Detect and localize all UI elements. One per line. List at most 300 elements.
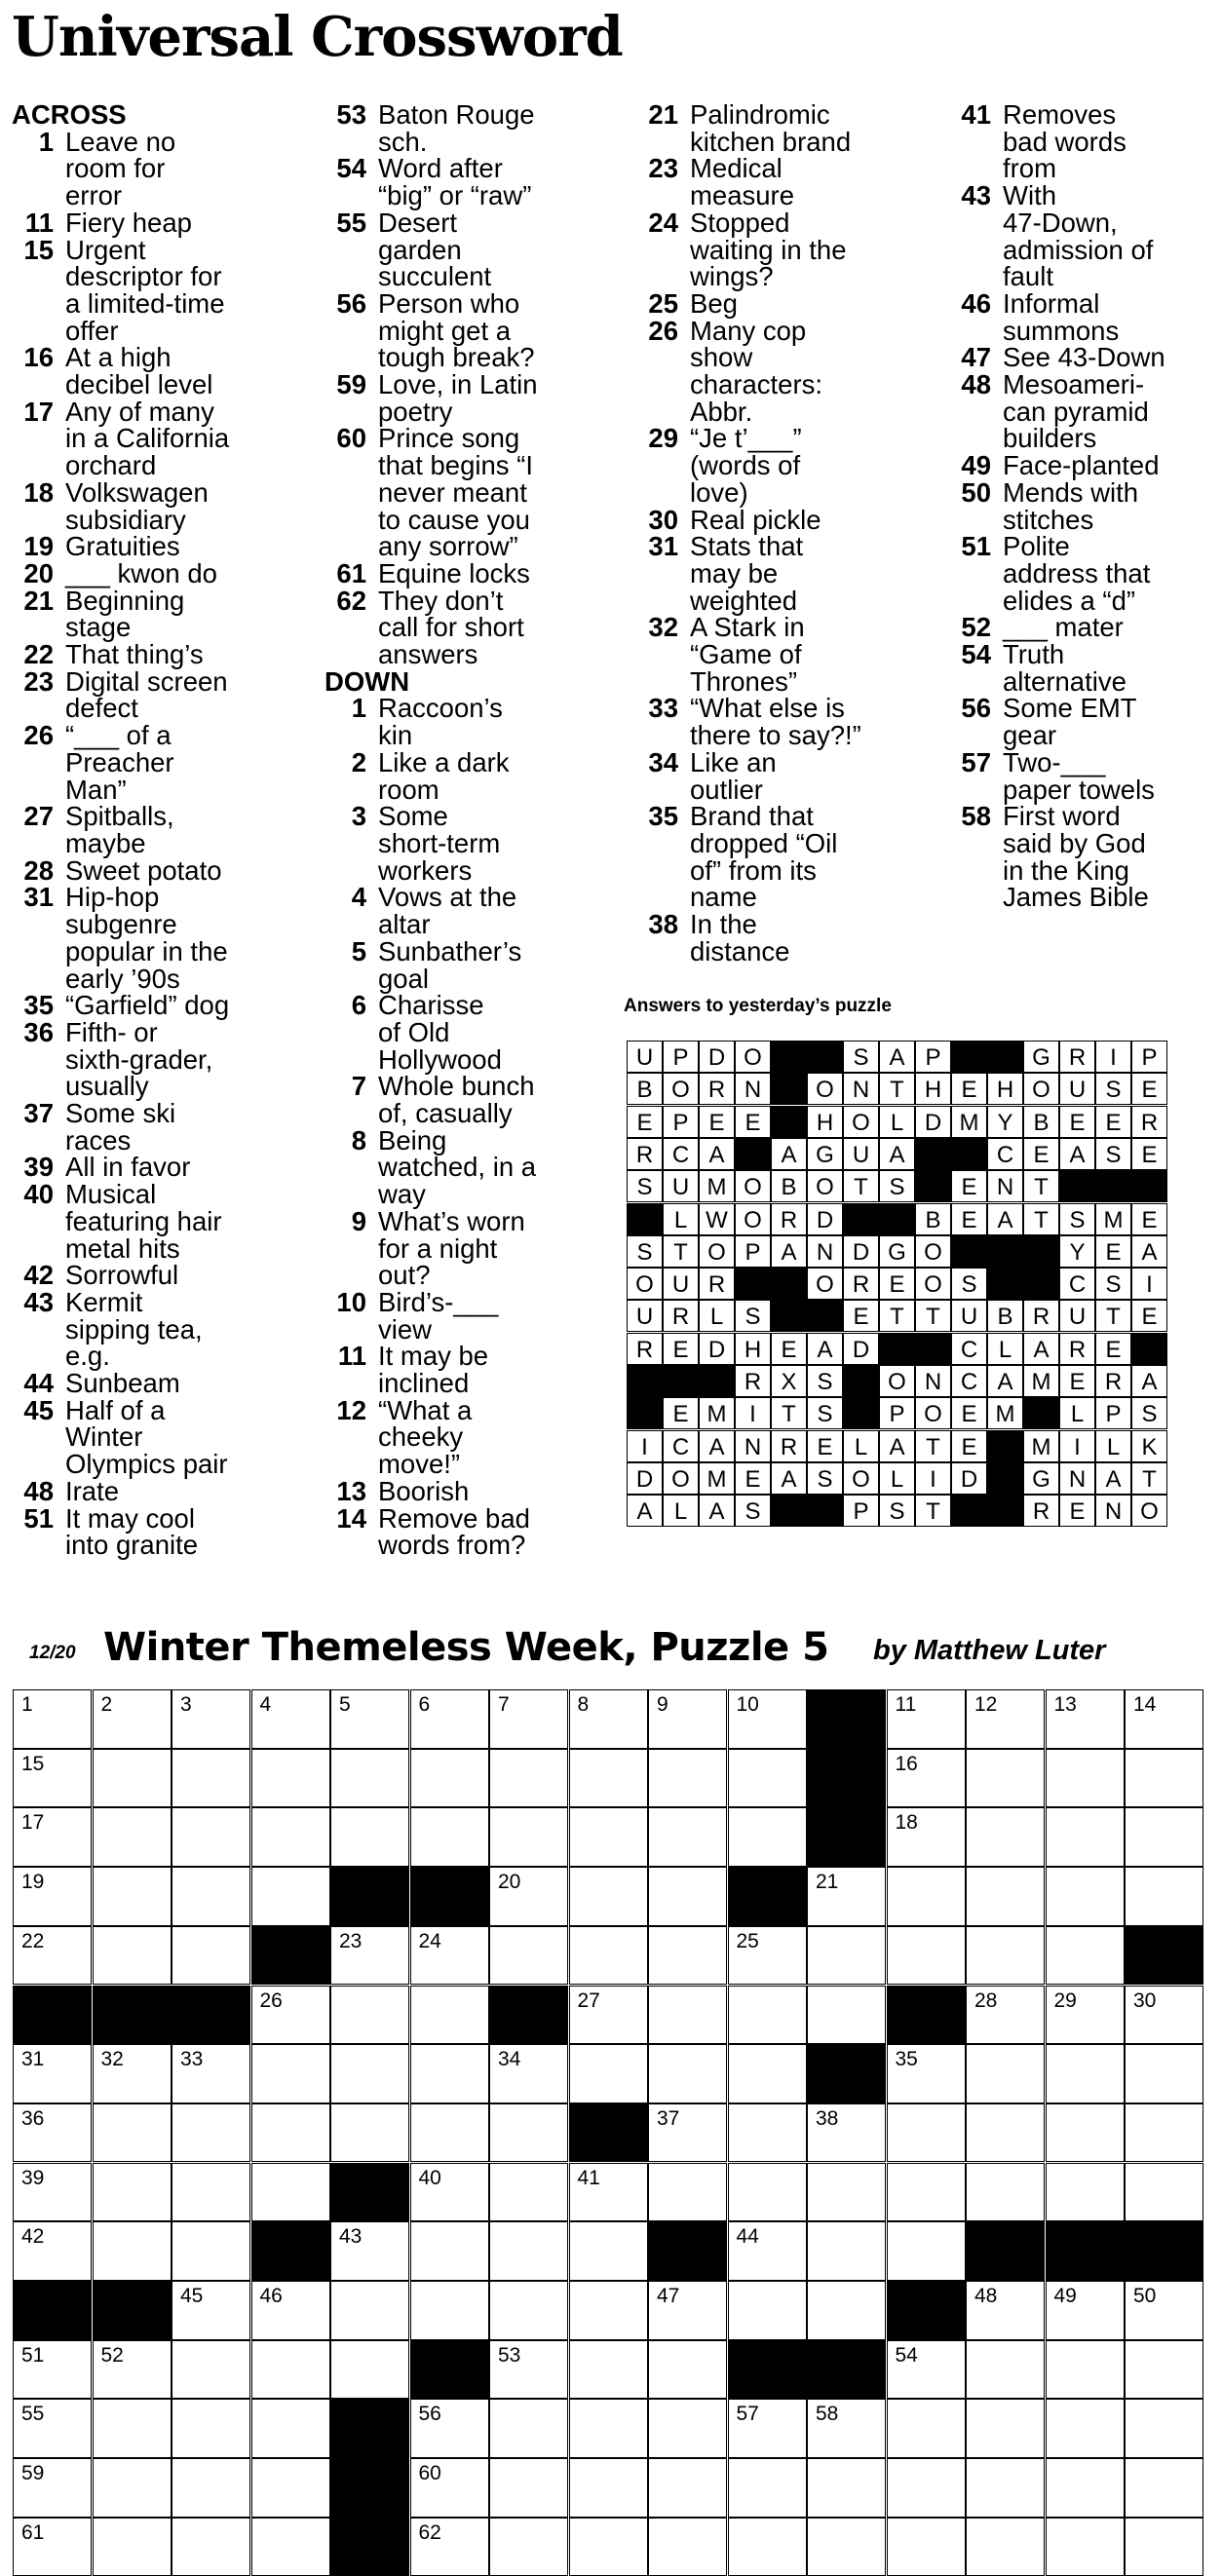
- grid-cell[interactable]: [887, 2163, 966, 2222]
- clue-number: 32: [648, 612, 678, 643]
- grid-cell[interactable]: [887, 2103, 966, 2163]
- grid-cell[interactable]: [1125, 2340, 1203, 2400]
- grid-cell[interactable]: [489, 2103, 568, 2163]
- grid-cell[interactable]: [648, 1926, 727, 1986]
- grid-cell[interactable]: [330, 1749, 409, 1808]
- clue-text-line: Gratuities: [65, 531, 180, 562]
- grid-cell[interactable]: [1046, 1749, 1125, 1808]
- black-square: [887, 1986, 966, 2045]
- grid-cell[interactable]: [489, 1807, 568, 1867]
- grid-cell[interactable]: [807, 2458, 886, 2518]
- grid-cell[interactable]: [1046, 2340, 1125, 2400]
- answer-cell: C: [1059, 1268, 1095, 1300]
- answer-cell: E: [951, 1170, 987, 1202]
- grid-cell[interactable]: [807, 2399, 886, 2458]
- grid-cell[interactable]: [966, 2281, 1045, 2340]
- grid-cell[interactable]: [13, 1867, 92, 1926]
- answer-cell: U: [1059, 1300, 1095, 1332]
- grid-cell[interactable]: [251, 1689, 330, 1749]
- answer-cell: L: [987, 1333, 1023, 1365]
- clue: [949, 693, 1222, 751]
- grid-cell[interactable]: [93, 2103, 172, 2163]
- grid-cell[interactable]: [330, 2044, 409, 2103]
- grid-cell[interactable]: [410, 2399, 489, 2458]
- grid-cell[interactable]: [1046, 1807, 1125, 1867]
- clue: [949, 371, 1222, 452]
- grid-cell[interactable]: [93, 1926, 172, 1986]
- clue: [325, 557, 622, 588]
- answer-cell: D: [951, 1462, 987, 1495]
- grid-cell[interactable]: [807, 2163, 886, 2222]
- grid-cell[interactable]: [330, 1807, 409, 1867]
- clue-number: 61: [336, 557, 366, 588]
- grid-cell[interactable]: [807, 2518, 886, 2576]
- grid-cell[interactable]: [172, 2340, 250, 2400]
- grid-cell[interactable]: [569, 1926, 648, 1986]
- grid-cell[interactable]: [1125, 1986, 1203, 2045]
- grid-cell[interactable]: [489, 2458, 568, 2518]
- grid-cell[interactable]: [887, 1749, 966, 1808]
- cell-number: 1: [21, 1693, 33, 1716]
- grid-cell[interactable]: [93, 1807, 172, 1867]
- clue-text-line: of Old: [378, 1016, 450, 1047]
- grid-cell[interactable]: [489, 2221, 568, 2281]
- clue: [325, 101, 622, 155]
- clue-text-line: alternative: [1003, 665, 1127, 697]
- cell-number: 33: [180, 2048, 204, 2071]
- cell-number: 54: [895, 2343, 918, 2367]
- answer-block: [987, 1462, 1023, 1495]
- grid-cell[interactable]: [648, 1749, 727, 1808]
- grid-cell[interactable]: [410, 2103, 489, 2163]
- answer-cell: N: [735, 1073, 771, 1105]
- grid-cell[interactable]: [13, 2221, 92, 2281]
- answer-cell: I: [1131, 1268, 1167, 1300]
- answer-cell: O: [843, 1462, 879, 1495]
- answer-cell: N: [1095, 1495, 1131, 1527]
- grid-cell[interactable]: [569, 2399, 648, 2458]
- grid-cell[interactable]: [410, 2458, 489, 2518]
- grid-cell[interactable]: [1046, 1867, 1125, 1926]
- grid-cell[interactable]: [13, 1749, 92, 1808]
- grid-cell[interactable]: [1046, 2044, 1125, 2103]
- answer-cell: O: [843, 1106, 879, 1138]
- clue-text-line: poetry: [378, 396, 453, 427]
- grid-cell[interactable]: [251, 2340, 330, 2400]
- grid-cell[interactable]: [172, 2221, 250, 2281]
- grid-cell[interactable]: [410, 1689, 489, 1749]
- grid-cell[interactable]: [569, 1689, 648, 1749]
- grid-cell[interactable]: [172, 2458, 250, 2518]
- grid-cell[interactable]: [1046, 2103, 1125, 2163]
- clue: [636, 153, 934, 211]
- grid-cell[interactable]: [569, 2163, 648, 2222]
- answer-block: [987, 1430, 1023, 1462]
- clue-text-line: error: [65, 180, 123, 211]
- answer-cell: E: [951, 1073, 987, 1105]
- grid-cell[interactable]: [1125, 2103, 1203, 2163]
- black-square: [1125, 1926, 1203, 1986]
- grid-cell[interactable]: [251, 1986, 330, 2045]
- grid-cell[interactable]: [172, 1867, 250, 1926]
- grid-cell[interactable]: [251, 2458, 330, 2518]
- clue-text-line: offer: [65, 315, 119, 346]
- cell-number: 58: [816, 2403, 839, 2426]
- grid-cell[interactable]: [251, 2518, 330, 2576]
- grid-cell[interactable]: [330, 1689, 409, 1749]
- grid-cell[interactable]: [728, 2163, 807, 2222]
- cell-number: 38: [816, 2106, 839, 2130]
- answer-block: [735, 1268, 771, 1300]
- grid-cell[interactable]: [330, 2221, 409, 2281]
- grid-cell[interactable]: [410, 1807, 489, 1867]
- grid-cell[interactable]: [1046, 2163, 1125, 2222]
- grid-cell[interactable]: [1046, 1986, 1125, 2045]
- grid-cell[interactable]: [410, 1749, 489, 1808]
- grid-cell[interactable]: [966, 1749, 1045, 1808]
- answer-cell: W: [699, 1203, 735, 1235]
- clue-number: 44: [23, 1368, 54, 1399]
- grid-cell[interactable]: [728, 1807, 807, 1867]
- grid-cell[interactable]: [728, 2458, 807, 2518]
- grid-cell[interactable]: [1125, 1867, 1203, 1926]
- grid-cell[interactable]: [648, 2103, 727, 2163]
- grid-cell[interactable]: [489, 1749, 568, 1808]
- cell-number: 25: [736, 1929, 759, 1952]
- grid-cell[interactable]: [807, 1986, 886, 2045]
- grid-cell[interactable]: [1125, 2044, 1203, 2103]
- grid-cell[interactable]: [569, 1807, 648, 1867]
- clue-number: 12: [336, 1394, 366, 1425]
- clue-number: 27: [23, 801, 54, 832]
- clue-number: 48: [961, 369, 991, 400]
- grid-cell[interactable]: [251, 2281, 330, 2340]
- grid-cell[interactable]: [1125, 2163, 1203, 2222]
- answer-cell: O: [627, 1268, 663, 1300]
- grid-cell[interactable]: [489, 2044, 568, 2103]
- grid-cell[interactable]: [887, 1689, 966, 1749]
- answers-title: Answers to yesterday’s puzzle: [624, 996, 892, 1016]
- answer-block: [771, 1106, 807, 1138]
- grid-cell[interactable]: [966, 1926, 1045, 1986]
- grid-cell[interactable]: [1046, 2399, 1125, 2458]
- clue-number: 43: [961, 180, 991, 211]
- grid-cell[interactable]: [13, 2163, 92, 2222]
- grid-cell[interactable]: [93, 2399, 172, 2458]
- grid-cell[interactable]: [569, 2458, 648, 2518]
- grid-cell[interactable]: [728, 2518, 807, 2576]
- grid-cell[interactable]: [330, 1926, 409, 1986]
- cell-number: 28: [974, 1989, 998, 2012]
- black-square: [807, 2340, 886, 2400]
- black-square: [728, 1867, 807, 1926]
- grid-cell[interactable]: [966, 2399, 1045, 2458]
- clue: [949, 533, 1222, 614]
- answer-cell: M: [951, 1106, 987, 1138]
- grid-cell[interactable]: [93, 2518, 172, 2576]
- grid-cell[interactable]: [251, 1867, 330, 1926]
- cell-number: 35: [895, 2048, 918, 2071]
- grid-cell[interactable]: [410, 2044, 489, 2103]
- grid-cell[interactable]: [172, 1807, 250, 1867]
- grid-cell[interactable]: [966, 1807, 1045, 1867]
- black-square: [807, 1689, 886, 1749]
- grid-cell[interactable]: [966, 1986, 1045, 2045]
- clue-text-line: Bird’s-___: [378, 1286, 499, 1317]
- grid-cell[interactable]: [966, 2163, 1045, 2222]
- grid-cell[interactable]: [728, 2221, 807, 2281]
- clue-text-line: inclined: [378, 1368, 470, 1399]
- cell-number: 13: [1053, 1693, 1077, 1716]
- grid-cell[interactable]: [410, 2163, 489, 2222]
- grid-cell[interactable]: [13, 1807, 92, 1867]
- grid-cell[interactable]: [966, 2518, 1045, 2576]
- grid-cell[interactable]: [489, 1926, 568, 1986]
- grid-cell[interactable]: [728, 1926, 807, 1986]
- grid-cell[interactable]: [251, 1807, 330, 1867]
- clue-text-line: fault: [1003, 261, 1053, 292]
- grid-cell[interactable]: [728, 2103, 807, 2163]
- grid-cell[interactable]: [172, 2518, 250, 2576]
- grid-cell[interactable]: [1125, 2281, 1203, 2340]
- grid-cell[interactable]: [489, 2518, 568, 2576]
- grid-cell[interactable]: [569, 2221, 648, 2281]
- grid-cell[interactable]: [93, 1867, 172, 1926]
- answer-cell: D: [627, 1462, 663, 1495]
- grid-cell[interactable]: [13, 2399, 92, 2458]
- grid-cell[interactable]: [1046, 1689, 1125, 1749]
- answer-cell: R: [771, 1430, 807, 1462]
- grid-cell[interactable]: [251, 2163, 330, 2222]
- clue-number: 38: [648, 909, 678, 940]
- grid-cell[interactable]: [13, 1689, 92, 1749]
- clue-number: 31: [23, 882, 54, 913]
- grid-cell[interactable]: [13, 2103, 92, 2163]
- cell-number: 11: [895, 1693, 917, 1716]
- grid-cell[interactable]: [648, 2044, 727, 2103]
- grid-cell[interactable]: [966, 1689, 1045, 1749]
- grid-cell[interactable]: [648, 1807, 727, 1867]
- clue-text-line: Desert: [378, 207, 457, 238]
- grid-cell[interactable]: [489, 1689, 568, 1749]
- grid-cell[interactable]: [569, 2340, 648, 2400]
- grid-cell[interactable]: [1125, 1749, 1203, 1808]
- grid-cell[interactable]: [1125, 2399, 1203, 2458]
- grid-cell[interactable]: [1046, 2281, 1125, 2340]
- grid-cell[interactable]: [966, 1867, 1045, 1926]
- clue: [12, 1262, 309, 1289]
- grid-cell[interactable]: [251, 1749, 330, 1808]
- grid-cell[interactable]: [569, 1986, 648, 2045]
- grid-cell[interactable]: [93, 2458, 172, 2518]
- answer-cell: A: [879, 1430, 915, 1462]
- clue-number: 56: [961, 693, 991, 724]
- grid-cell[interactable]: [648, 2399, 727, 2458]
- black-square: [728, 2340, 807, 2400]
- grid-cell[interactable]: [172, 2281, 250, 2340]
- grid-cell[interactable]: [1046, 1926, 1125, 1986]
- grid-cell[interactable]: [93, 2163, 172, 2222]
- grid-cell[interactable]: [489, 2340, 568, 2400]
- grid-cell[interactable]: [172, 1926, 250, 1986]
- clue: [12, 1475, 309, 1506]
- clue-text-line: Face-planted: [1003, 450, 1160, 481]
- grid-cell[interactable]: [966, 2044, 1045, 2103]
- grid-cell[interactable]: [489, 2281, 568, 2340]
- grid-cell[interactable]: [172, 2044, 250, 2103]
- grid-cell[interactable]: [807, 2103, 886, 2163]
- grid-cell[interactable]: [1046, 2518, 1125, 2576]
- grid-cell[interactable]: [330, 2103, 409, 2163]
- clue-text-line: Urgent: [65, 234, 146, 265]
- grid-cell[interactable]: [966, 2458, 1045, 2518]
- clue: [12, 587, 309, 641]
- grid-cell[interactable]: [887, 2518, 966, 2576]
- grid-cell[interactable]: [172, 2399, 250, 2458]
- clue-text-line: that begins “I: [378, 450, 533, 481]
- clue-text-line: Like a dark: [378, 746, 510, 777]
- grid-cell[interactable]: [1125, 2458, 1203, 2518]
- grid-cell[interactable]: [489, 2399, 568, 2458]
- grid-cell[interactable]: [410, 2518, 489, 2576]
- grid-cell[interactable]: [13, 2044, 92, 2103]
- grid-cell[interactable]: [1125, 2518, 1203, 2576]
- grid-cell[interactable]: [966, 2103, 1045, 2163]
- grid-cell[interactable]: [807, 1867, 886, 1926]
- grid-cell[interactable]: [648, 2518, 727, 2576]
- answer-cell: S: [1059, 1203, 1095, 1235]
- grid-cell[interactable]: [728, 2044, 807, 2103]
- clue-text-line: waiting in the: [690, 234, 847, 265]
- clue-text-line: See 43-Down: [1003, 342, 1165, 373]
- answer-cell: E: [1023, 1138, 1059, 1170]
- grid-cell[interactable]: [807, 1926, 886, 1986]
- grid-cell[interactable]: [807, 2221, 886, 2281]
- grid-cell[interactable]: [728, 1749, 807, 1808]
- grid-cell[interactable]: [648, 2458, 727, 2518]
- answer-cell: E: [735, 1462, 771, 1495]
- grid-cell[interactable]: [728, 2281, 807, 2340]
- answer-block: [915, 1170, 951, 1202]
- answer-cell: S: [1095, 1138, 1131, 1170]
- grid-cell[interactable]: [172, 1689, 250, 1749]
- clue: [12, 854, 309, 886]
- clue: [325, 1394, 622, 1480]
- grid-cell[interactable]: [569, 2281, 648, 2340]
- answer-cell: N: [915, 1365, 951, 1397]
- clue-number: 53: [336, 99, 366, 130]
- grid-cell[interactable]: [330, 2340, 409, 2400]
- answer-cell: D: [915, 1106, 951, 1138]
- answer-cell: I: [735, 1397, 771, 1429]
- grid-cell[interactable]: [728, 2399, 807, 2458]
- grid-cell[interactable]: [887, 2458, 966, 2518]
- clue-text-line: Half of a: [65, 1394, 166, 1425]
- grid-cell[interactable]: [887, 2399, 966, 2458]
- grid-cell[interactable]: [569, 1749, 648, 1808]
- answer-cell: M: [699, 1462, 735, 1495]
- grid-cell[interactable]: [887, 2340, 966, 2400]
- grid-cell[interactable]: [966, 2340, 1045, 2400]
- grid-cell[interactable]: [569, 2044, 648, 2103]
- grid-cell[interactable]: [13, 2458, 92, 2518]
- grid-cell[interactable]: [648, 2281, 727, 2340]
- grid-cell[interactable]: [251, 2399, 330, 2458]
- grid-cell[interactable]: [569, 1867, 648, 1926]
- grid-cell[interactable]: [1046, 2458, 1125, 2518]
- clue-text-line: Stopped: [690, 207, 790, 238]
- clue-text-line: can pyramid: [1003, 396, 1149, 427]
- grid-cell[interactable]: [13, 2518, 92, 2576]
- grid-cell[interactable]: [648, 1986, 727, 2045]
- grid-cell[interactable]: [489, 2163, 568, 2222]
- grid-cell[interactable]: [251, 2044, 330, 2103]
- clue: [949, 452, 1222, 479]
- grid-cell[interactable]: [648, 2163, 727, 2222]
- grid-cell[interactable]: [93, 2340, 172, 2400]
- grid-cell[interactable]: [172, 2103, 250, 2163]
- grid-cell[interactable]: [887, 2044, 966, 2103]
- cell-number: 36: [21, 2106, 45, 2130]
- grid-cell[interactable]: [410, 1926, 489, 1986]
- clue: [325, 1205, 622, 1291]
- clue: [325, 209, 622, 290]
- grid-cell[interactable]: [251, 2103, 330, 2163]
- grid-cell[interactable]: [728, 1986, 807, 2045]
- grid-cell[interactable]: [172, 2163, 250, 2222]
- grid-cell[interactable]: [330, 1986, 409, 2045]
- grid-cell[interactable]: [569, 2518, 648, 2576]
- clue: [12, 722, 309, 803]
- grid-cell[interactable]: [93, 2044, 172, 2103]
- cell-number: 8: [577, 1693, 590, 1716]
- grid-cell[interactable]: [410, 1986, 489, 2045]
- grid-cell[interactable]: [728, 1689, 807, 1749]
- clue: [949, 344, 1222, 371]
- clue-number: 1: [38, 126, 54, 157]
- clue-text-line: Palindromic: [690, 99, 830, 130]
- answer-cell: N: [807, 1235, 843, 1268]
- grid-cell[interactable]: [93, 1689, 172, 1749]
- answer-block: [915, 1333, 951, 1365]
- cell-number: 21: [816, 1871, 839, 1894]
- grid-cell[interactable]: [13, 2340, 92, 2400]
- clue-text-line: watched, in a: [378, 1152, 537, 1183]
- grid-cell[interactable]: [1125, 1689, 1203, 1749]
- answer-cell: P: [735, 1235, 771, 1268]
- grid-cell[interactable]: [807, 2281, 886, 2340]
- answer-block: [843, 1397, 879, 1429]
- grid-cell[interactable]: [93, 1749, 172, 1808]
- grid-cell[interactable]: [648, 2340, 727, 2400]
- grid-cell[interactable]: [410, 2281, 489, 2340]
- grid-cell[interactable]: [887, 1867, 966, 1926]
- grid-cell[interactable]: [887, 2221, 966, 2281]
- grid-cell[interactable]: [1125, 1807, 1203, 1867]
- clue-text-line: e.g.: [65, 1341, 110, 1372]
- grid-cell[interactable]: [93, 2221, 172, 2281]
- grid-cell[interactable]: [887, 1926, 966, 1986]
- grid-cell[interactable]: [13, 1926, 92, 1986]
- grid-cell[interactable]: [410, 2221, 489, 2281]
- grid-cell[interactable]: [887, 1807, 966, 1867]
- grid-cell[interactable]: [489, 1867, 568, 1926]
- grid-cell[interactable]: [172, 1749, 250, 1808]
- grid-cell[interactable]: [648, 1689, 727, 1749]
- grid-cell[interactable]: [648, 1867, 727, 1926]
- clue-text-line: Kermit: [65, 1286, 143, 1317]
- grid-cell[interactable]: [330, 2281, 409, 2340]
